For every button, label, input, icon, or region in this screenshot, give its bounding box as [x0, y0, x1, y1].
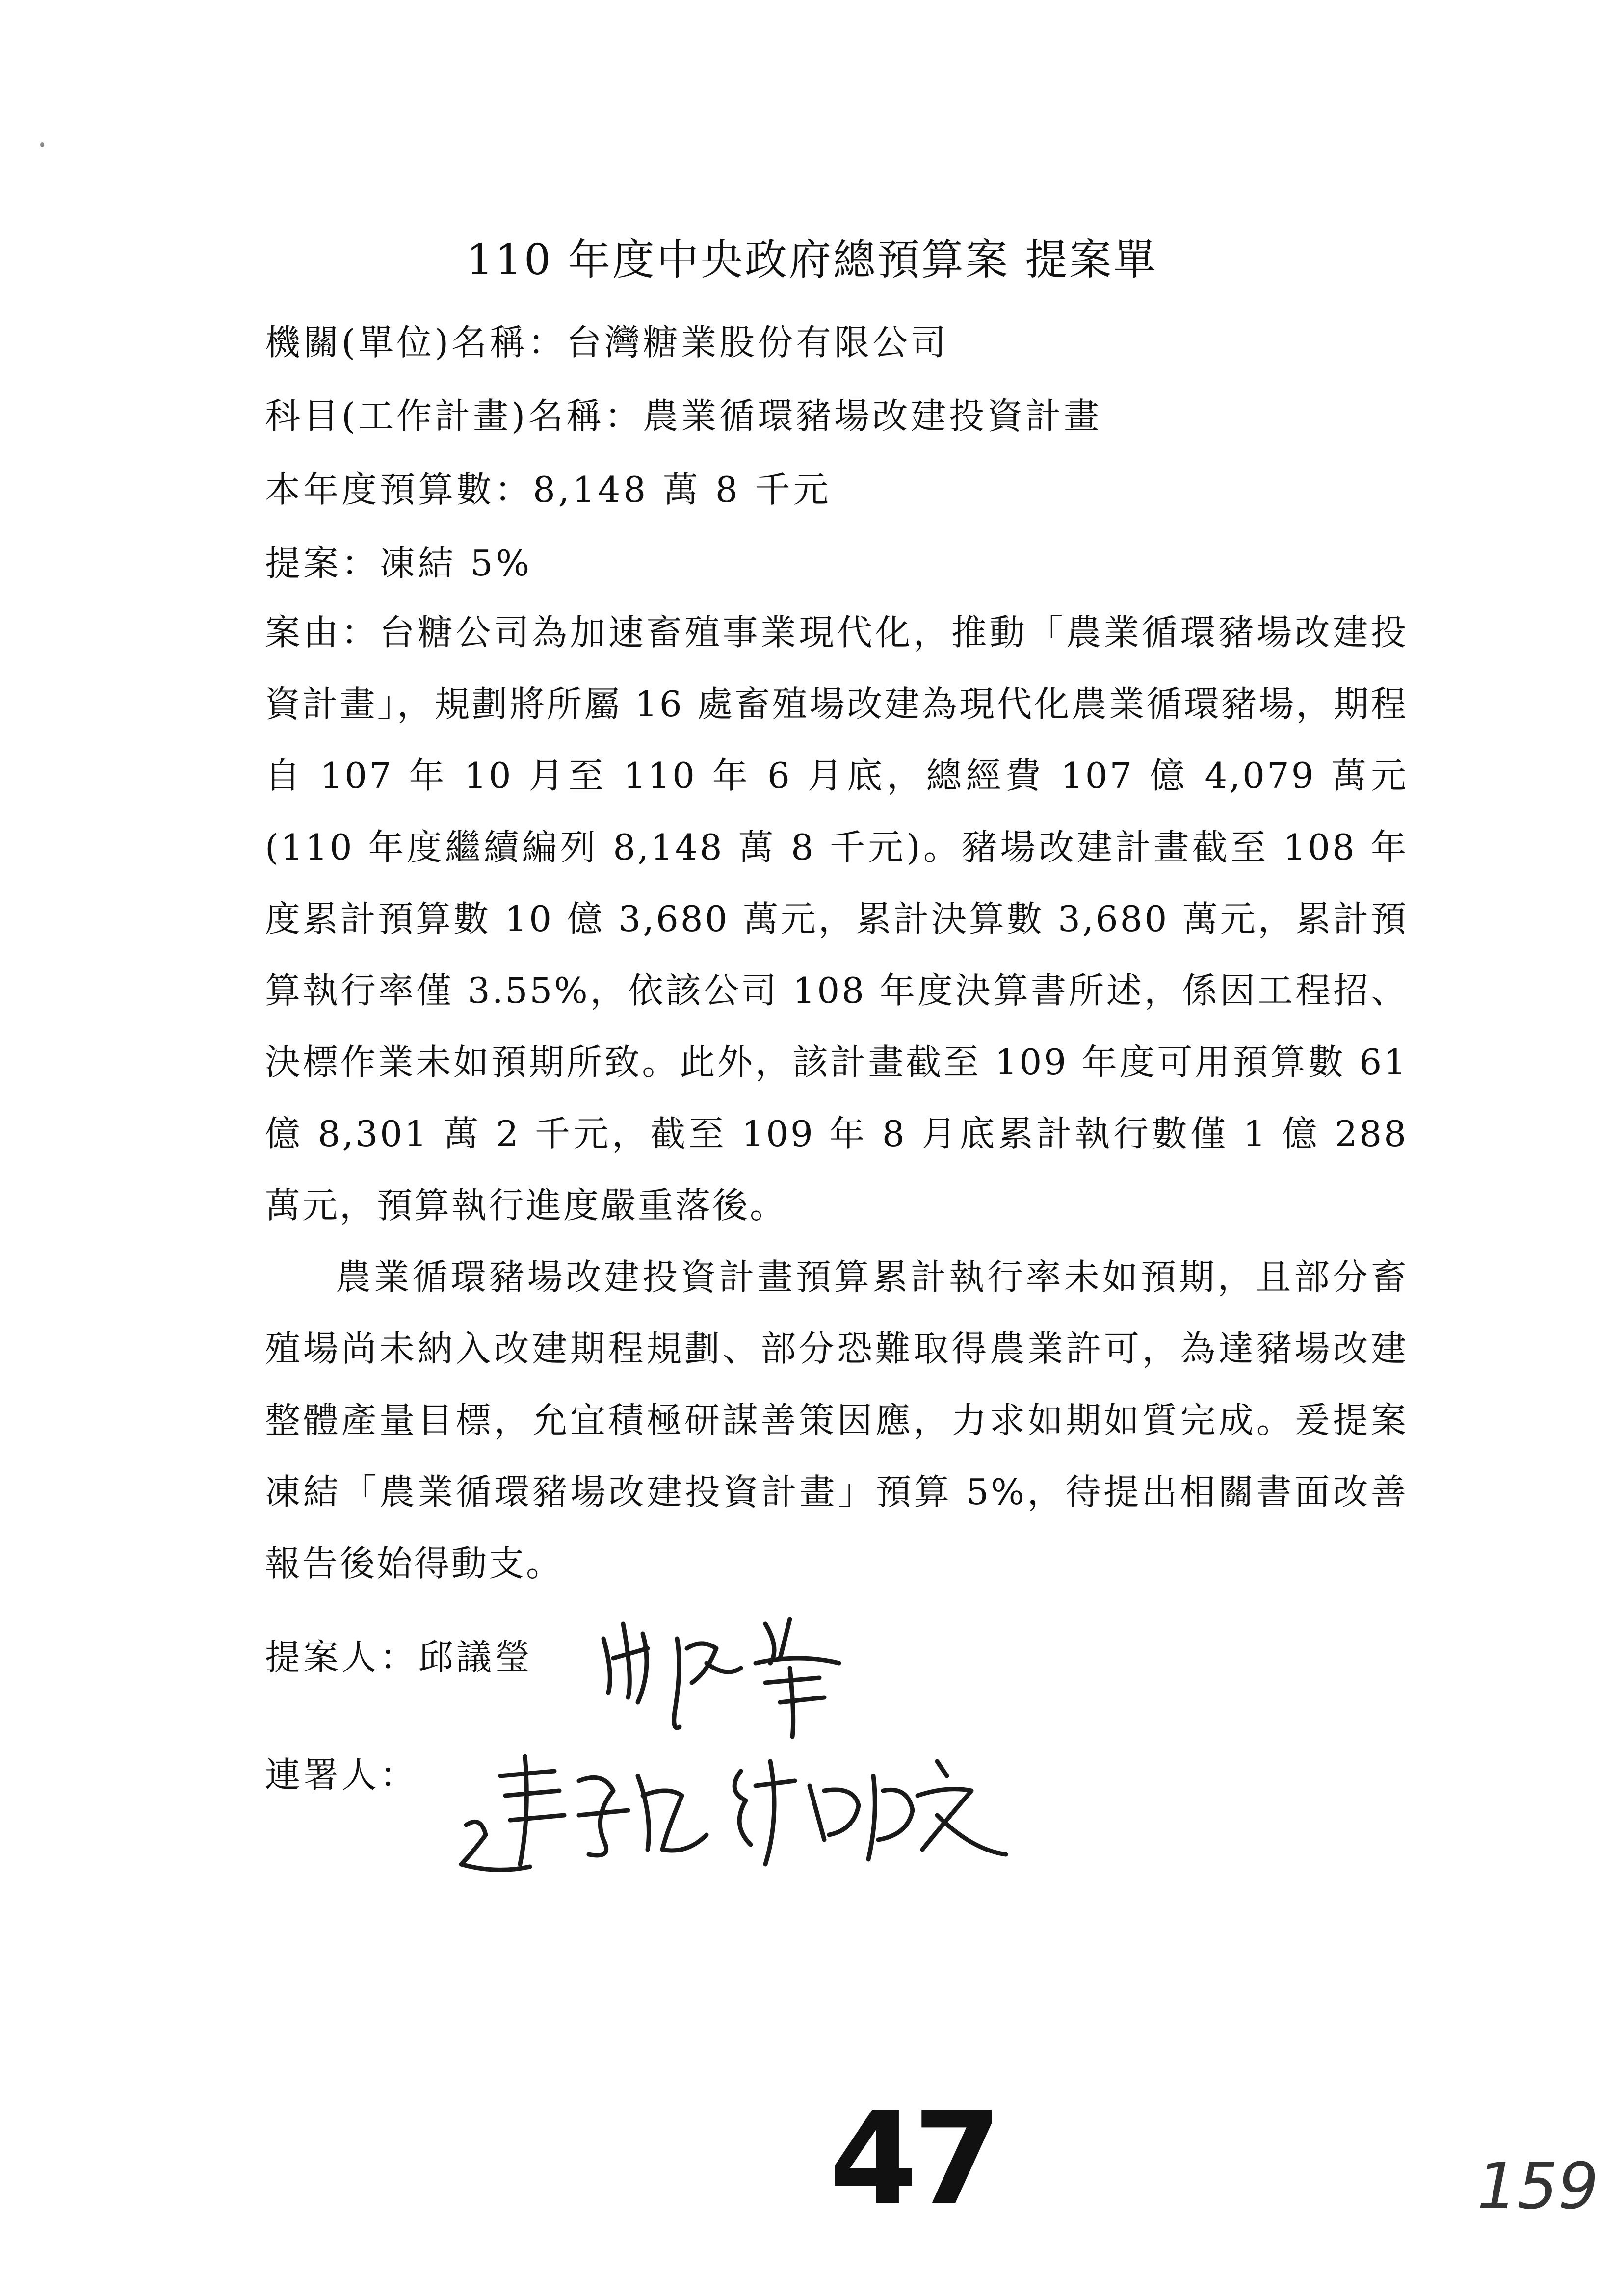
- cosigner-signatures: [451, 1742, 1011, 1889]
- cosigner-label: 連署人：: [265, 1754, 419, 1796]
- second-paragraph: 農業循環豬場改建投資計畫預算累計執行率未如預期，且部分畜殖場尚未納入改建期程規劃、部分恐難取得農業許可，為達豬場改建整體產量目標，允宜積極研謀善策因應，力求如期如質完成。爰提案凍結「農業循環豬場改建投資計畫」預算 5%，待提出相關書面改善報告後始得動支。: [265, 1256, 1408, 1584]
- proposal-body: [265, 597, 1408, 1599]
- proposer-signature: [594, 1604, 868, 1751]
- proposer-label: 提案人：邱議瑩: [265, 1637, 533, 1678]
- handwritten-page-number: 47: [829, 2085, 997, 2233]
- document-title: 110 年度中央政府總預算案 提案單: [466, 235, 1158, 285]
- handwritten-sheet-number: 159: [1477, 2149, 1599, 2223]
- budget-field: 本年度預算數：8,148 萬 8 千元: [265, 469, 832, 510]
- agency-field: 機關(單位)名稱：台灣糖業股份有限公司: [265, 322, 949, 363]
- reason-paragraph: 案由：台糖公司為加速畜殖事業現代化，推動「農業循環豬場改建投資計畫」，規劃將所屬 16 處畜殖場改建為現代化農業循環豬場，期程自 107 年 10 月至 110 年 6 月底，總經費 107 億 4,079 萬元(110 年度繼續編列 8,148 萬 8 千元)。豬場改建計畫截至 108 年度累計預算數 10 億 3,680 萬元，累計決算數 3,680 萬元，累計預算執行率僅 3.55%，依該公司 108 年度決算書所述，係因工程招、決標作業未如預期所致。此外，該計畫截至 109 年度可用預算數 61 億 8,301 萬 2 千元，截至 109 年 8 月底累計執行數僅 1 億 288 萬元，預算執行進度嚴重落後。: [265, 612, 1408, 1226]
- proposal-field: 提案：凍結 5%: [265, 543, 533, 584]
- subject-field: 科目(工作計畫)名稱：農業循環豬場改建投資計畫: [265, 395, 1102, 437]
- scan-speck: [40, 142, 44, 147]
